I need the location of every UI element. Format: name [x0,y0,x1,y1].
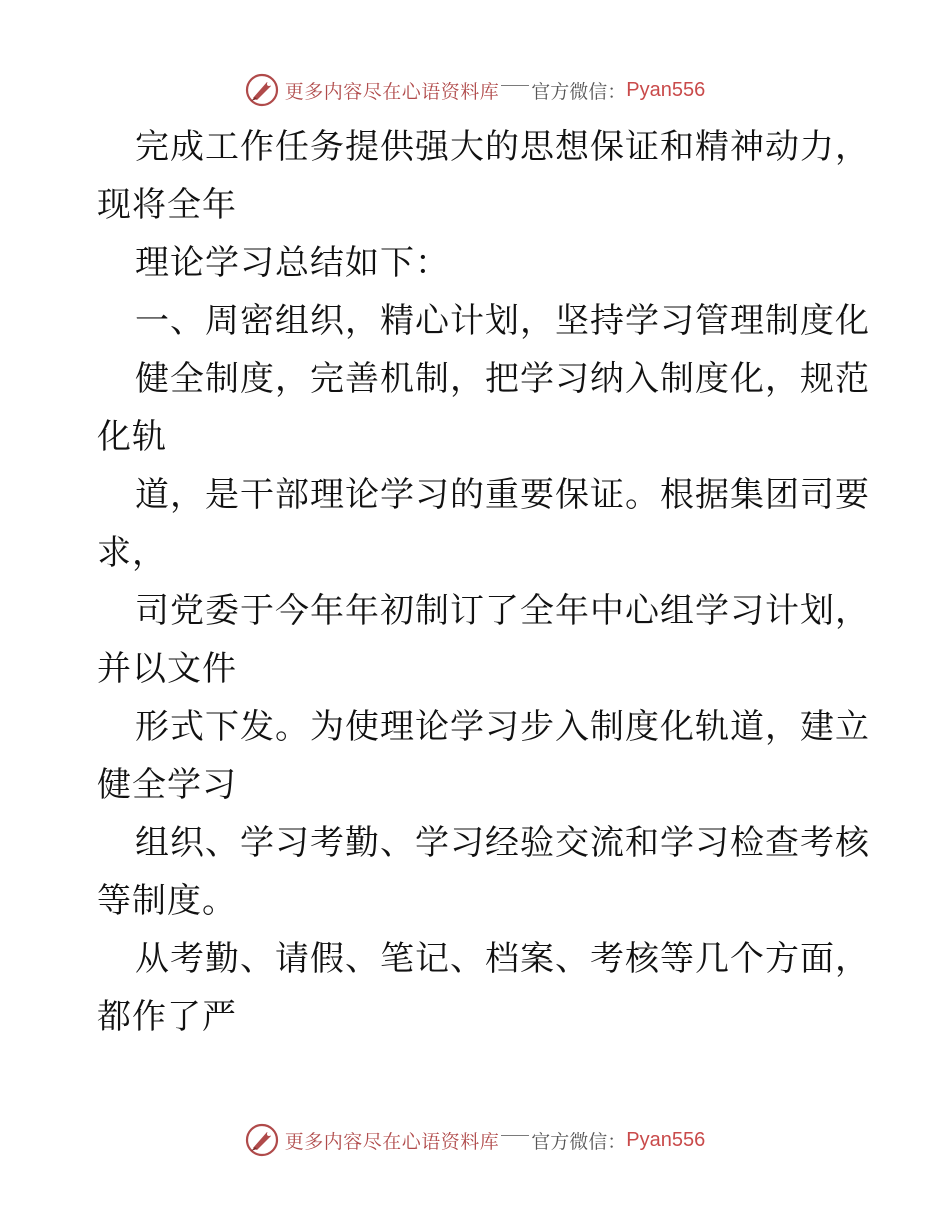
document-body [97,118,870,1046]
body-line: 司党委于今年年初制订了全年中心组学习计划， [135,591,870,631]
body-line: 健全学习 [97,765,237,805]
banner-brand-text: 更多内容尽在心语资料库 [284,1130,500,1153]
section-heading: 一、周密组织，精心计划，坚持学习管理制度化 [135,301,870,341]
body-line: 等制度。 [97,881,237,921]
pen-logo-icon [245,1123,279,1157]
footer-banner [0,1120,950,1160]
body-line: 完成工作任务提供强大的思想保证和精神动力， [135,127,870,167]
body-line: 从考勤、请假、笔记、档案、考核等几个方面， [135,939,870,979]
pen-logo-icon [245,73,279,107]
banner-brand-text: 更多内容尽在心语资料库 [284,80,500,103]
body-line: 形式下发。为使理论学习步入制度化轨道，建立 [135,707,870,747]
banner-dash [501,1135,529,1136]
body-line: 组织、学习考勤、学习经验交流和学习检查考核 [135,823,870,863]
body-line: 理论学习总结如下： [135,243,450,283]
banner-dash [501,85,529,86]
body-line: 道，是干部理论学习的重要保证。根据集团司要 [135,475,870,515]
body-line: 求， [97,533,167,573]
body-line: 健全制度，完善机制，把学习纳入制度化，规范 [135,359,870,399]
banner-wechat-id: Pyan556 [626,78,706,101]
header-banner [0,70,950,110]
body-line: 化轨 [97,417,167,457]
body-line: 现将全年 [97,185,237,225]
body-line: 并以文件 [97,649,237,689]
banner-wechat-label: 官方微信： [531,1130,627,1153]
banner-wechat-id: Pyan556 [626,1128,706,1151]
body-line: 都作了严 [97,997,237,1037]
banner-wechat-label: 官方微信： [531,80,627,103]
